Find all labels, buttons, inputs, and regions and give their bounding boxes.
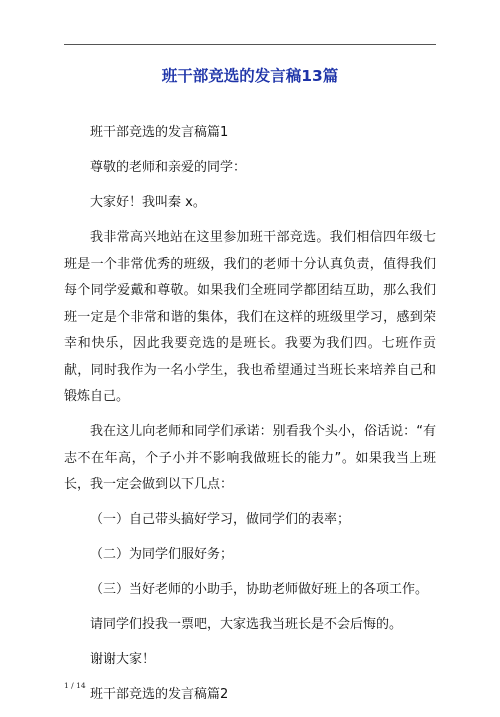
header-rule (64, 44, 436, 45)
paragraph-speech-1-heading: 班干部竞选的发言稿篇1 (90, 125, 229, 140)
paragraph-promise: 我在这儿向老师和同学们承诺：别看我个头小，俗话说：“有志不在年高，个子小并不影响我做班长的能力”。如果我当上班长，我一定会做到以下几点： (64, 424, 436, 492)
paragraph-speech-2-heading: 班干部竞选的发言稿篇2 (90, 687, 229, 702)
paragraph-greeting: 大家好！我叫秦 x。 (90, 195, 206, 210)
paragraph-vote-request: 请同学们投我一票吧，大家选我当班长是不会后悔的。 (90, 617, 403, 632)
paragraph-introduction: 我非常高兴地站在这里参加班干部竞选。我们相信四年级七班是一个非常优秀的班级，我们的老师十分认真负责，值得我们每个同学爱戴和尊敬。如果我们全班同学都团结互助，那么我们班一定是个非常和谐的集体，我们在这样的班级里学习，感到荣幸和快乐，因此我要竞选的是班长。我要为我们四。七班作贡献，同时我作为一名小学生，我也希望通过当班长来培养自己和锻炼自己。 (64, 230, 436, 404)
paragraph-point-3: （三）当好老师的小助手，协助老师做好班上的各项工作。 (90, 582, 429, 597)
page-indicator: 1 / 14 (64, 681, 86, 690)
paragraph-salutation: 尊敬的老师和亲爱的同学： (90, 160, 247, 175)
document-title: 班干部竞选的发言稿13篇 (161, 67, 339, 85)
paragraph-thanks: 谢谢大家！ (90, 652, 156, 667)
document-body (64, 120, 436, 717)
paragraph-point-2: （二）为同学们服好务； (90, 547, 234, 562)
paragraph-point-1: （一）自己带头搞好学习，做同学们的表率； (90, 512, 351, 527)
